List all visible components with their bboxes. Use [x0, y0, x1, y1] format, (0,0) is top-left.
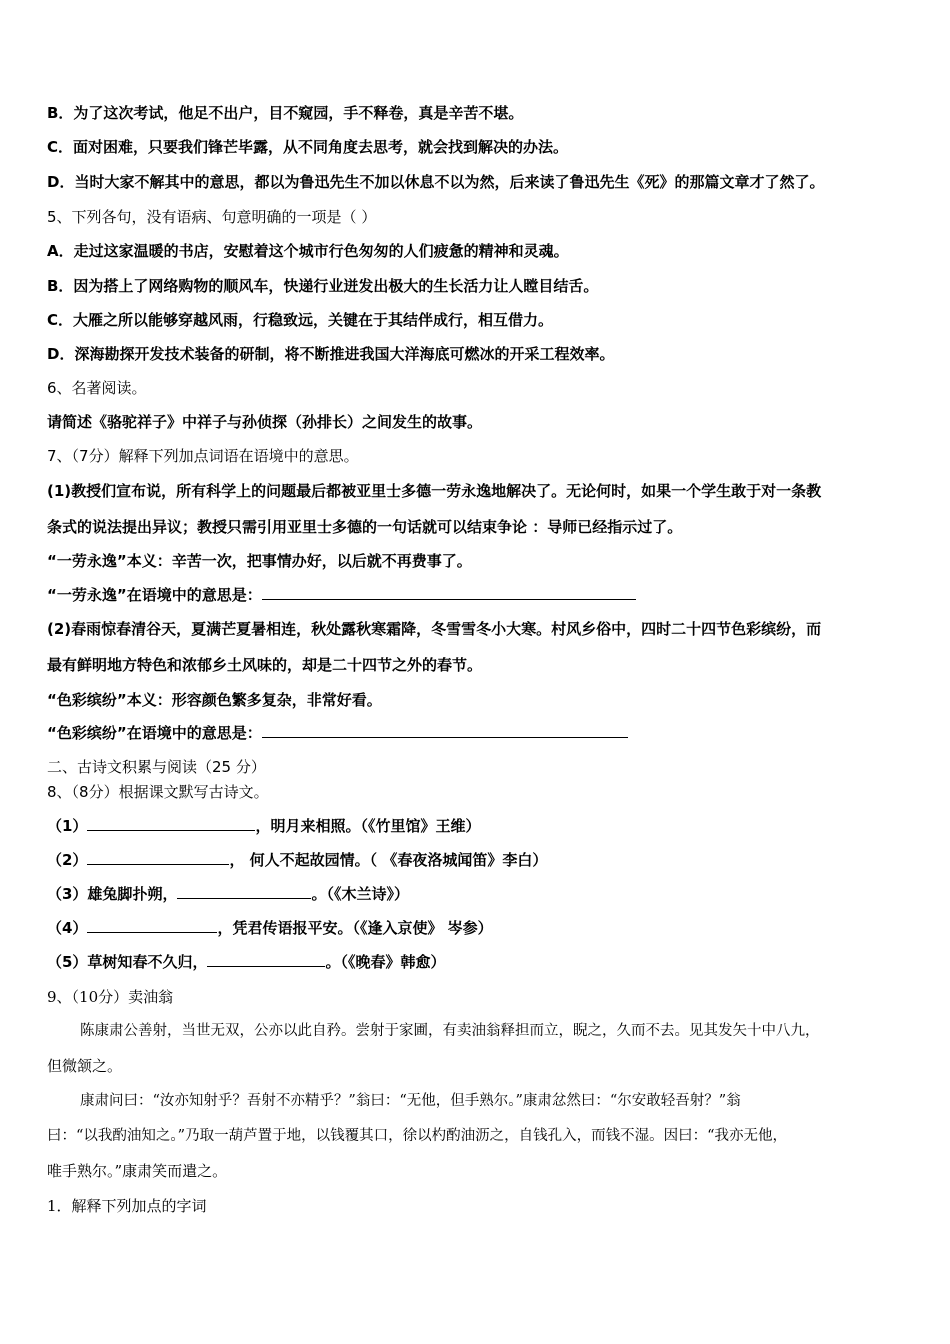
q8-item-4-text: ，凭君传语报平安。（《逢入京使》 岑参）	[217, 919, 493, 937]
q9-sub-question-1: 1．解释下列加点的字词	[47, 1197, 207, 1215]
q4-option-d: D．当时大家不解其中的意思，都以为鲁迅先生不加以休息不以为然，后来读了鲁迅先生《死》的那篇文章才了然了。	[47, 173, 825, 191]
q7-question1	[47, 585, 636, 605]
q8-item-3-num: （3）雄兔脚扑朔，	[47, 885, 178, 903]
q8-item-5-text: 。（《晚春》韩愈）	[325, 953, 446, 971]
q5-option-d: D．深海勘探开发技术装备的研制，将不断推进我国大洋海底可燃冰的开采工程效率。	[47, 345, 615, 363]
q8-item-5-num: （5）草树知春不久归，	[47, 953, 208, 971]
q8-item-3-text: 。（《木兰诗》）	[311, 885, 409, 903]
q8-blank-1[interactable]	[87, 816, 255, 831]
q8-blank-3[interactable]	[177, 884, 311, 899]
q4-option-c: C．面对困难，只要我们锋芒毕露，从不同角度去思考，就会找到解决的办法。	[47, 138, 569, 156]
q9-stem: 9、（10分）卖油翁	[47, 988, 174, 1006]
q8-item-2-text: ， 何人不起故园情。（ 《春夜洛城闻笛》李白）	[229, 851, 548, 869]
q8-blank-5[interactable]	[207, 952, 325, 967]
q7-question2	[47, 723, 628, 743]
q7-passage2-line1: (2)春雨惊春清谷天，夏满芒夏暑相连，秋处露秋寒霜降，冬雪雪冬小大寒。村风乡俗中，四时二十四节色彩缤纷，而	[47, 620, 822, 638]
q5-option-b: B．因为搭上了网络购物的顺风车，快递行业迸发出极大的生长活力让人瞠目结舌。	[47, 277, 599, 295]
q7-passage2-line2: 最有鲜明地方特色和浓郁乡土风味的，却是二十四节之外的春节。	[47, 656, 483, 674]
q8-item-4-num: （4）	[47, 919, 88, 937]
q8-item-2-num: （2）	[47, 851, 88, 869]
q9-para2-line3: 唯手熟尔。”康肃笑而遣之。	[47, 1162, 228, 1180]
q9-para2-line1: 康肃问曰：“汝亦知射乎？吾射不亦精乎？”翁曰：“无他，但手熟尔。”康肃忿然曰：“尔安敢轻吾射？”翁	[80, 1093, 741, 1109]
section-two-title: 二、古诗文积累与阅读（25 分）	[47, 758, 266, 776]
q8-stem: 8、（8分）根据课文默写古诗文。	[47, 783, 269, 801]
q7-passage1-line1: (1)教授们宣布说，所有科学上的问题最后都被亚里士多德一劳永逸地解决了。无论何时，如果一个学生敢于对一条教	[47, 482, 822, 500]
q7-definition2: “色彩缤纷”本义：形容颜色繁多复杂，非常好看。	[47, 691, 382, 709]
q5-option-c: C．大雁之所以能够穿越风雨，行稳致远，关键在于其结伴成行，相互借力。	[47, 311, 554, 329]
q8-item-5	[47, 952, 445, 972]
q8-item-1-text: ，明月来相照。（《竹里馆》王维）	[255, 817, 481, 835]
q7-question2-label: “色彩缤纷”在语境中的意思是：	[47, 724, 262, 742]
q6-body: 请简述《骆驼祥子》中祥子与孙侦探（孙排长）之间发生的故事。	[47, 413, 483, 431]
q7-definition1: “一劳永逸”本义：辛苦一次，把事情办好，以后就不再费事了。	[47, 552, 472, 570]
q8-item-1-num: （1）	[47, 817, 88, 835]
q9-para1-line2: 但微颔之。	[47, 1057, 123, 1075]
q8-item-3	[47, 884, 409, 904]
q7-passage1-line2: 条式的说法提出异议；教授只需引用亚里士多德的一句话就可以结束争论 ：导师已经指示过了。	[47, 518, 683, 536]
q7-answer2-blank[interactable]	[262, 723, 628, 738]
q9-para1-line1: 陈康肃公善射，当世无双，公亦以此自矜。尝射于家圃，有卖油翁释担而立，睨之，久而不去。见其发矢十中八九，	[80, 1023, 820, 1039]
q5-option-a: A．走过这家温暖的书店，安慰着这个城市行色匆匆的人们疲惫的精神和灵魂。	[47, 242, 569, 260]
q8-item-1	[47, 816, 480, 836]
q8-blank-4[interactable]	[87, 918, 217, 933]
q9-para2-line2: 曰：“以我酌油知之。”乃取一葫芦置于地，以钱覆其口，徐以杓酌油沥之，自钱孔入，而钱不湿。因曰：“我亦无他，	[47, 1128, 787, 1144]
q6-stem: 6、名著阅读。	[47, 379, 147, 397]
q8-blank-2[interactable]	[87, 850, 229, 865]
q4-option-b: B．为了这次考试，他足不出户，目不窥园，手不释卷，真是辛苦不堪。	[47, 104, 524, 122]
q8-item-4	[47, 918, 493, 938]
q8-item-2	[47, 850, 547, 870]
q7-answer1-blank[interactable]	[262, 585, 636, 600]
q5-stem: 5、下列各句，没有语病、句意明确的一项是（ ）	[47, 208, 377, 226]
q7-question1-label: “一劳永逸”在语境中的意思是：	[47, 586, 262, 604]
q7-stem: 7、（7分）解释下列加点词语在语境中的意思。	[47, 447, 359, 465]
